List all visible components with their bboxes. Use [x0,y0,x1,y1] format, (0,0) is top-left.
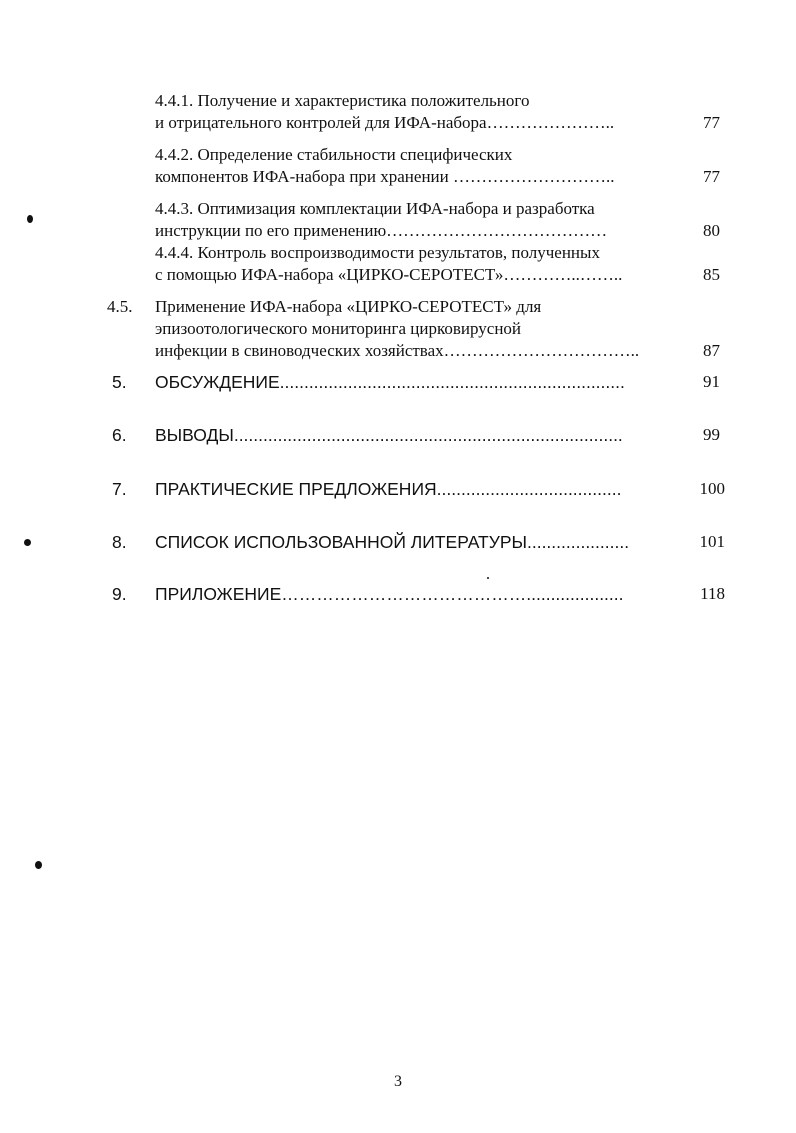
scan-speck [27,215,33,223]
toc-4-4-1-line2: и отрицательного контролей для ИФА-набора………………….. [155,113,615,132]
toc-4-5-line1: Применение ИФА-набора «ЦИРКО-СЕРОТЕСТ» для [155,297,542,316]
toc-4-4-3-line1: 4.4.3. Оптимизация комплектации ИФА-набора и разработка [155,199,595,218]
toc-4-5-line2: эпизоотологического мониторинга цирковирусной [155,319,522,338]
toc-6-page: 99 [703,425,720,444]
toc-7-number: 7. [112,479,127,499]
toc-8-number: 8. [112,532,127,552]
toc-8-page: 101 [699,532,725,551]
toc-8-title: СПИСОК ИСПОЛЬЗОВАННОЙ ЛИТЕРАТУРЫ..................... [155,532,630,552]
toc-4-4-1-page: 77 [703,113,720,132]
page-number: 3 [394,1073,402,1090]
toc-4-4-2-page: 77 [703,167,720,186]
toc-5-number: 5. [112,372,127,392]
toc-4-4-3-line2: инструкции по его применению………………………………… [155,221,608,240]
toc-4-4-2-line2: компонентов ИФА-набора при хранении ……………………….. [155,167,615,186]
toc-6-number: 6. [112,425,127,445]
toc-7-title: ПРАКТИЧЕСКИЕ ПРЕДЛОЖЕНИЯ...................................... [155,479,622,499]
toc-9-title: ПРИЛОЖЕНИЕ…………………………………….................... [155,584,624,604]
toc-7-page: 100 [699,479,725,498]
toc-4-4-3-page: 80 [703,221,720,240]
toc-4-4-4-page: 85 [703,265,720,284]
toc-5-title: ОБСУЖДЕНИЕ....................................................................... [155,372,625,392]
toc-9-number: 9. [112,584,127,604]
toc-4-5-line3: инфекции в свиноводческих хозяйствах…………………………….. [155,341,640,360]
toc-4-5-number: 4.5. [107,297,133,316]
toc-4-4-1-line1: 4.4.1. Получение и характеристика положительного [155,91,530,110]
toc-4-4-4-line2: с помощью ИФА-набора «ЦИРКО-СЕРОТЕСТ»…………..…….. [155,265,623,284]
toc-5-page: 91 [703,372,720,391]
scan-speck [24,539,31,546]
toc-4-5-page: 87 [703,341,720,360]
toc-4-4-4-line1: 4.4.4. Контроль воспроизводимости результатов, полученных [155,243,600,262]
toc-4-4-2-line1: 4.4.2. Определение стабильности специфических [155,145,513,164]
toc-6-title: ВЫВОДЫ................................................................................ [155,425,623,445]
toc-9-page: 118 [700,584,725,603]
scan-speck [35,861,42,869]
scan-speck [487,577,489,579]
